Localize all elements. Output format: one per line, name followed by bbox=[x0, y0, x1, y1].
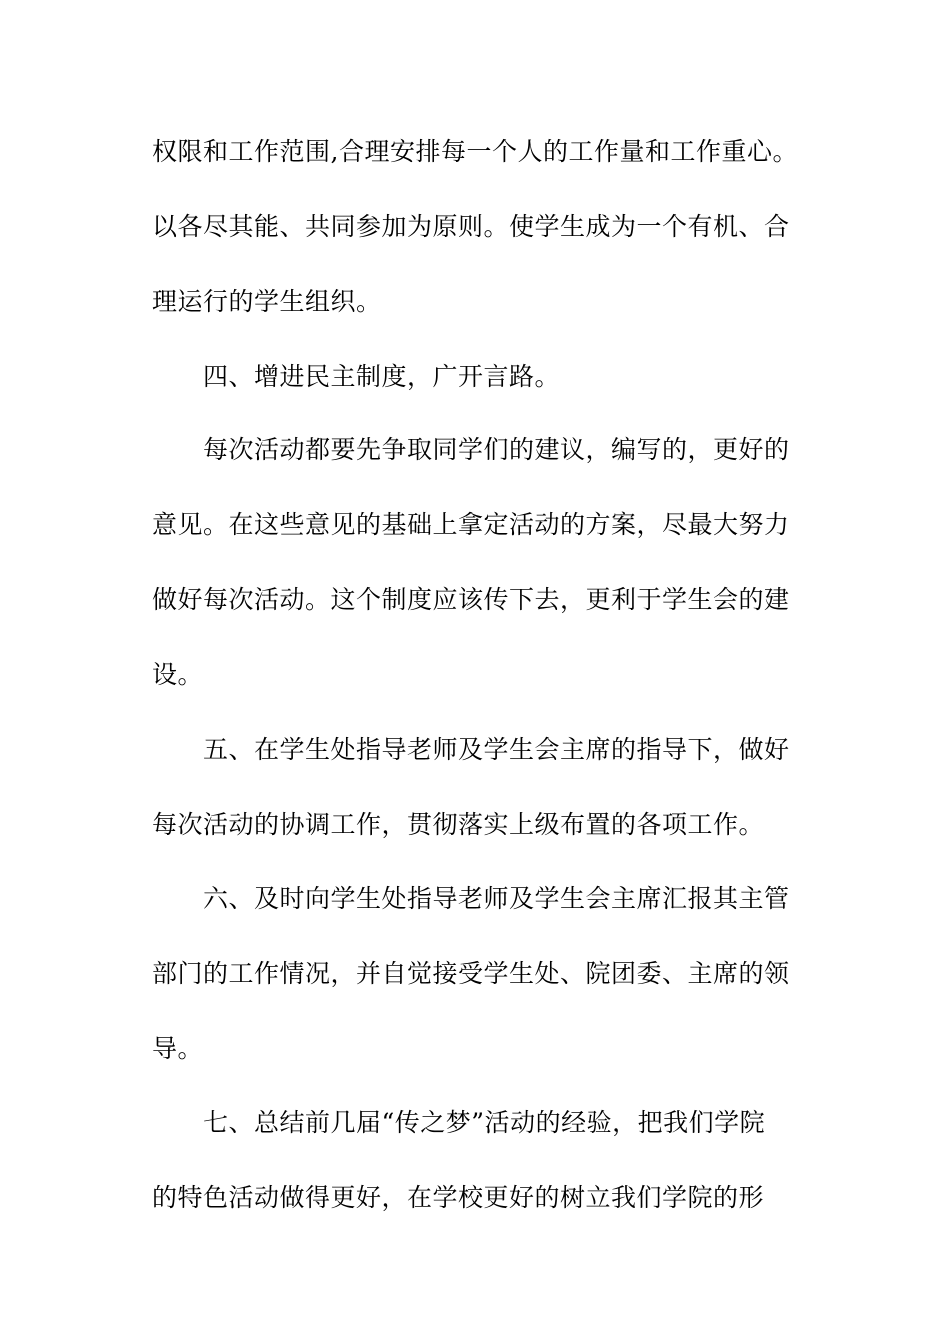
text-line: 意见。在这些意见的基础上拿定活动的方案，尽最大努力 bbox=[152, 510, 790, 539]
text-line: 权限和工作范围,合理安排每一个人的工作量和工作重心。 bbox=[152, 137, 798, 166]
text-line: 的特色活动做得更好，在学校更好的树立我们学院的形 bbox=[152, 1183, 765, 1212]
section-heading: 六、及时向学生处指导老师及学生会主席汇报其主管 bbox=[203, 884, 790, 913]
text-line: 以各尽其能、共同参加为原则。使学生成为一个有机、合 bbox=[152, 212, 790, 241]
text-line: 部门的工作情况，并自觉接受学生处、院团委、主席的领 bbox=[152, 959, 790, 988]
text-line: 理运行的学生组织。 bbox=[152, 287, 382, 316]
text-line: 做好每次活动。这个制度应该传下去，更利于学生会的建 bbox=[152, 585, 790, 614]
text-line: 导。 bbox=[152, 1034, 204, 1063]
section-heading: 五、在学生处指导老师及学生会主席的指导下，做好 bbox=[203, 735, 790, 764]
text-line: 设。 bbox=[152, 660, 204, 689]
text-line: 每次活动的协调工作，贯彻落实上级布置的各项工作。 bbox=[152, 810, 765, 839]
text-line: 每次活动都要先争取同学们的建议，编写的，更好的 bbox=[203, 435, 790, 464]
section-heading: 四、增进民主制度，广开言路。 bbox=[203, 362, 561, 391]
section-heading: 七、总结前几届“传之梦”活动的经验，把我们学院 bbox=[203, 1108, 766, 1137]
